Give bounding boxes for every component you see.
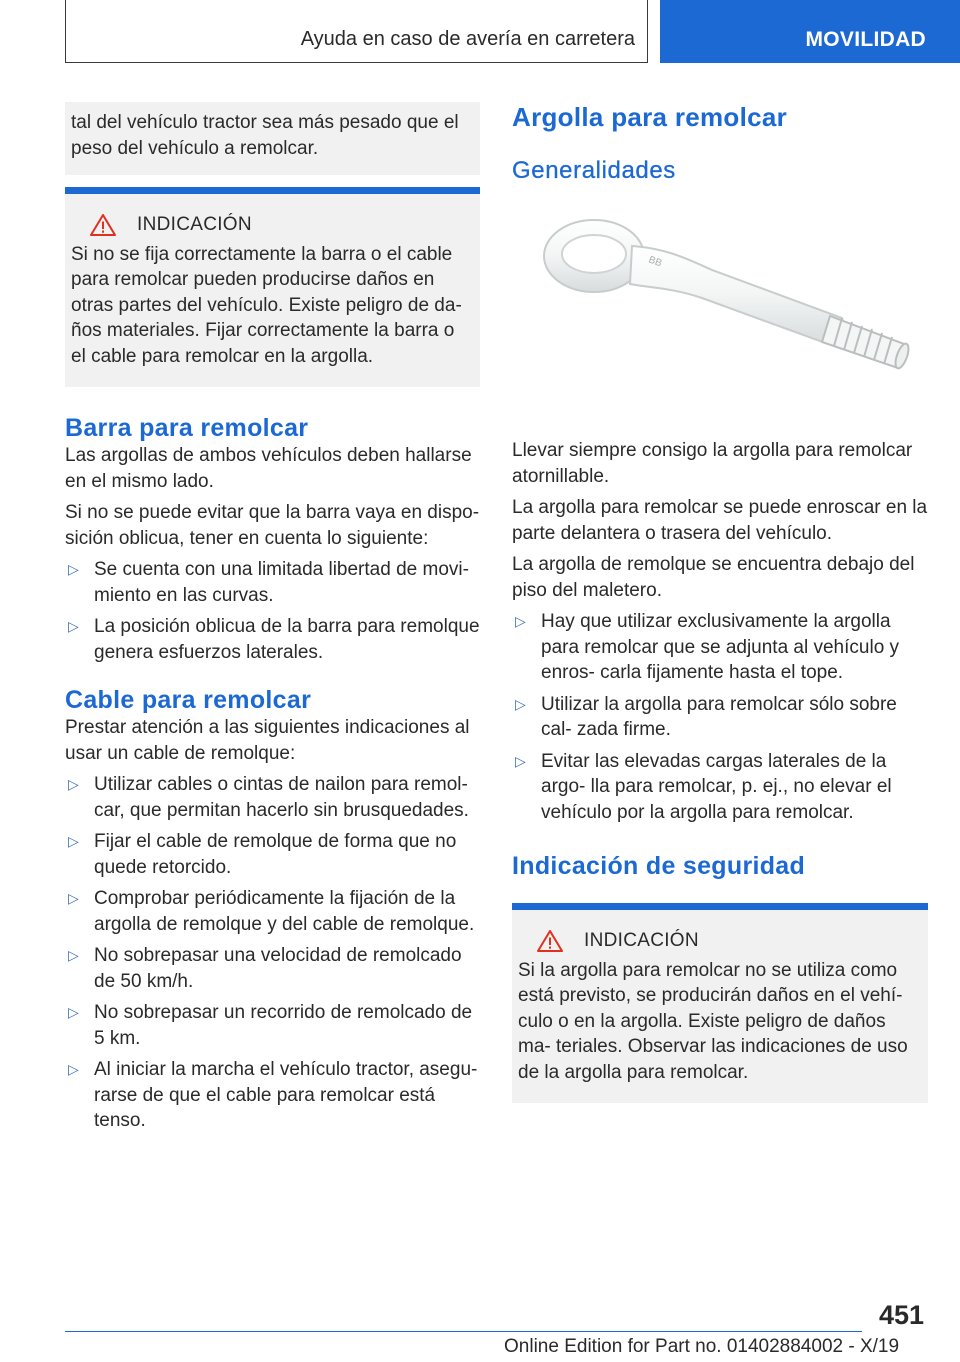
chapter-title: Ayuda en caso de avería en carretera xyxy=(300,28,635,50)
list-item: ▷ No sobrepasar un recorrido de remolcado de 5 km. xyxy=(68,1002,473,1049)
footer-divider xyxy=(65,1331,862,1332)
list-item: ▷ Se cuenta con una limitada libertad de movi‐ miento en las curvas. xyxy=(68,559,469,606)
right-para-2: La argolla para remolcar se puede enroscar en la parte delantera o trasera del vehículo. xyxy=(512,497,928,544)
bullet-icon: ▷ xyxy=(68,890,79,906)
list-item: ▷ Comprobar periódicamente la fijación de la argolla de remolque y del cable de remolque. xyxy=(68,888,475,935)
list-item: ▷ Utilizar la argolla para remolcar sólo sobre cal‐ zada firme. xyxy=(515,693,897,740)
note-text: Si no se fija correctamente la barra o el cable para remolcar pueden producirse daños en otras partes del vehículo. Existe peligro de da‐ ños materiales. Fijar correctamente la barra o el cable para remolcar en la argolla. xyxy=(71,243,462,367)
cable-list xyxy=(65,772,480,1134)
cable-para-1: Prestar atención a las siguientes indicaciones al usar un cable de remolque: xyxy=(65,717,470,764)
right-para-3: La argolla de remolque se encuentra debajo del piso del maletero. xyxy=(512,554,915,601)
bullet-icon: ▷ xyxy=(68,1004,79,1020)
section-label: MOVILIDAD xyxy=(805,28,926,51)
thread xyxy=(822,316,904,368)
bullet-icon: ▷ xyxy=(515,695,526,712)
continued-box xyxy=(65,102,480,175)
bullet-icon: ▷ xyxy=(68,618,79,634)
bullet-icon: ▷ xyxy=(68,947,79,963)
right-column xyxy=(512,102,928,1103)
note-title: INDICACIÓN xyxy=(584,930,699,951)
bar-heading: Barra para remolcar xyxy=(65,414,309,442)
list-item: ▷ Hay que utilizar exclusivamente la argolla para remolcar que se adjunta al vehículo y enros‐ carla fijamente hasta el tope. xyxy=(515,611,900,683)
general-subheading: Generalidades xyxy=(512,157,676,184)
cable-heading: Cable para remolcar xyxy=(65,686,312,714)
section-tab[interactable] xyxy=(660,0,960,63)
bullet-icon: ▷ xyxy=(515,613,526,629)
bullet-icon: ▷ xyxy=(515,752,526,769)
note-header xyxy=(518,928,920,954)
right-para-1: Llevar siempre consigo la argolla para remolcar atornillable. xyxy=(512,440,913,487)
bullet-icon: ▷ xyxy=(68,776,79,792)
bar-list xyxy=(65,557,480,665)
bullet-icon: ▷ xyxy=(68,1061,79,1077)
header-box xyxy=(65,0,648,63)
edition-footer: Online Edition for Part no. 01402884002 - X/19 xyxy=(504,1336,900,1357)
bullet-icon: ▷ xyxy=(68,833,79,849)
note-text: Si la argolla para remolcar no se utiliza como está previsto, se producirán daños en el vehí‐ culo o en la argolla. Existe peligro de daños ma‐ teriales. Observar las indicaciones de uso de la argolla para remolcar. xyxy=(518,959,908,1083)
page-number: 451 xyxy=(878,1300,924,1330)
left-column xyxy=(65,102,480,1140)
tow-eye-illustration xyxy=(512,208,928,418)
warning-icon xyxy=(536,929,564,953)
note-header xyxy=(71,212,472,238)
safety-heading: Indicación de seguridad xyxy=(512,852,806,880)
right-list xyxy=(512,609,928,825)
note-box xyxy=(65,187,480,387)
warning-icon xyxy=(89,213,117,237)
tow-eye-heading: Argolla para remolcar xyxy=(512,102,788,132)
bar-para-2: Si no se puede evitar que la barra vaya en dispo‐ sición oblicua, tener en cuenta lo siguiente: xyxy=(65,502,480,549)
list-item: ▷ Fijar el cable de remolque de forma que no quede retorcido. xyxy=(68,831,457,878)
list-item: ▷ La posición oblicua de la barra para remolque genera esfuerzos laterales. xyxy=(68,616,480,663)
list-item: ▷ Al iniciar la marcha el vehículo tractor, asegu‐ rarse de que el cable para remolcar está tenso. xyxy=(68,1059,478,1131)
list-item: ▷ Evitar las elevadas cargas laterales de la argo‐ lla para remolcar, p. ej., no elevar el vehículo por la argolla para remolcar. xyxy=(515,750,892,823)
cable-section xyxy=(65,685,480,1134)
note-box xyxy=(512,903,928,1103)
note-title: INDICACIÓN xyxy=(137,214,252,235)
svg-text:BB: BB xyxy=(646,254,664,270)
bar-para-1: Las argollas de ambos vehículos deben hallarse en el mismo lado. xyxy=(65,445,472,492)
continued-text: tal del vehículo tractor sea más pesado que el peso del vehículo a remolcar. xyxy=(71,112,459,159)
bar-section xyxy=(65,413,480,665)
list-item: ▷ Utilizar cables o cintas de nailon para remol‐ car, que permitan hacerlo sin brusquedades. xyxy=(68,774,469,821)
list-item: ▷ No sobrepasar una velocidad de remolcado de 50 km/h. xyxy=(68,945,462,992)
bullet-icon: ▷ xyxy=(68,561,79,577)
